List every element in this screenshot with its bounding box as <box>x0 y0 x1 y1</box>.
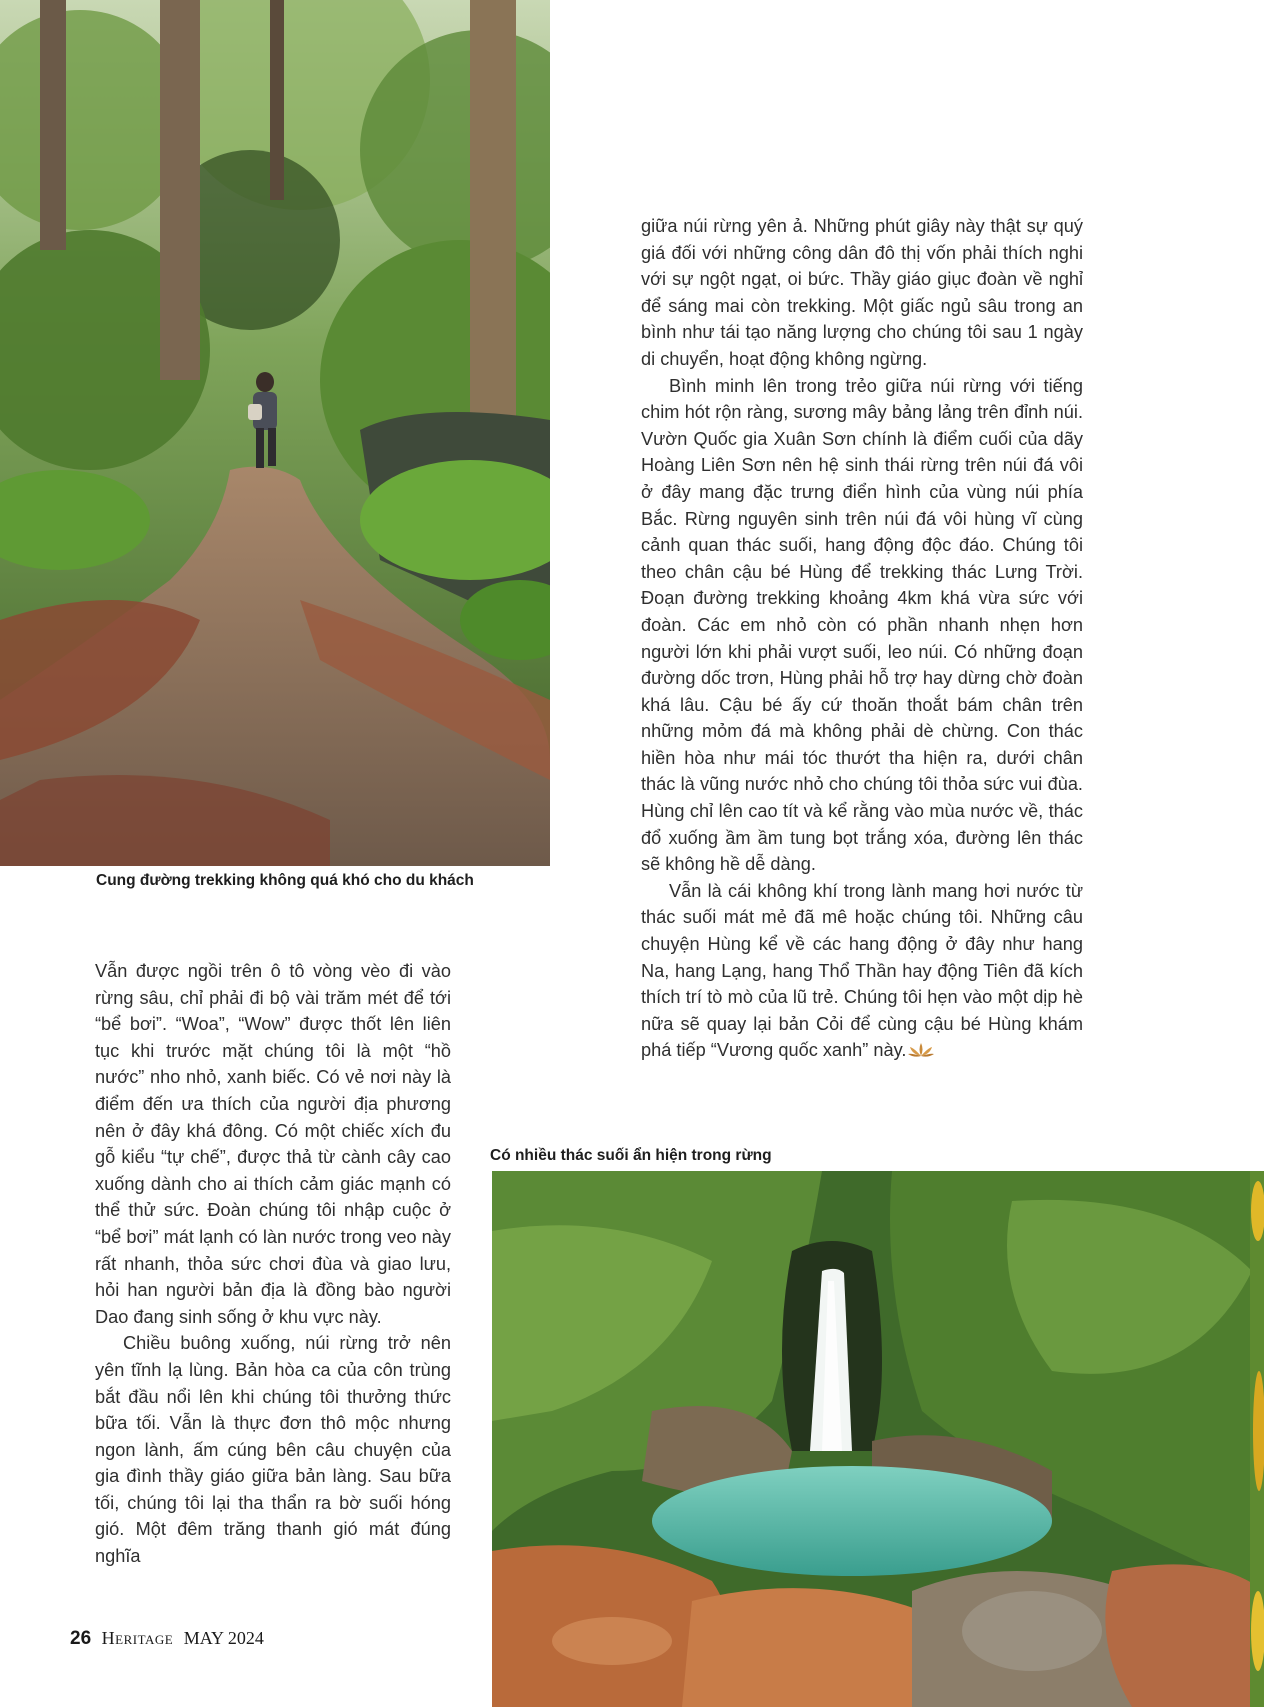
paragraph-final-text: Vẫn là cái không khí trong lành mang hơi nước từ thác suối mát mẻ đã mê hoặc chúng tôi. Những câu chuyện Hùng kể về các hang động ở đây như hang Na, hang Lạng, hang Thổ Thần hay động Tiên đã kích thích trí tò mò của lũ trẻ. Chúng tôi hẹn vào một dịp hè nữa sẽ quay lại bản Cỏi để cùng cậu bé Hùng khám phá tiếp “Vương quốc xanh” này. <box>641 880 1083 1061</box>
paragraph: Vẫn được ngồi trên ô tô vòng vèo đi vào rừng sâu, chỉ phải đi bộ vài trăm mét để tới “bể bơi”. “Woa”, “Wow” được thốt lên liên tục khi trước mặt chúng tôi là một “hồ nước” nho nhỏ, xanh biếc. Có vẻ nơi này là điểm đến ưa thích của người địa phương nên ở đây khá đông. Có một chiếc xích đu gỗ kiểu “tự chế”, được thả từ cành cây cao xuống dành cho ai thích cảm giác mạnh có thể thử sức. Đoàn chúng tôi nhập cuộc ở “bể bơi” mát lạnh có làn nước trong veo này rất nhanh, thỏa sức chơi đùa và giao lưu, hỏi han người bản địa là đồng bào người Dao đang sinh sống ở khu vực này. <box>95 961 451 1327</box>
article-left-column <box>95 958 451 1570</box>
flower-strip-image <box>1250 1171 1264 1707</box>
page-number: 26 <box>70 1628 92 1649</box>
paragraph: giữa núi rừng yên ả. Những phút giây này thật sự quý giá đối với những công dân đô thị vốn phải thích nghi với sự ngột ngạt, oi bức. Thầy giáo giục đoàn về nghỉ để sáng mai còn trekking. Một giấc ngủ sâu trong an bình như tái tạo năng lượng cho chúng tôi sau 1 ngày di chuyển, hoạt động không ngừng. <box>641 216 1083 369</box>
page-folio <box>70 1628 264 1650</box>
issue-date: MAY 2024 <box>183 1628 264 1648</box>
lotus-end-mark-icon <box>908 1042 934 1058</box>
trail-photo-caption: Cung đường trekking không quá khó cho du khách <box>96 872 474 889</box>
paragraph: Bình minh lên trong trẻo giữa núi rừng với tiếng chim hót rộn ràng, sương mây bảng lảng trên đỉnh núi. Vườn Quốc gia Xuân Sơn chính là điểm cuối của dãy Hoàng Liên Sơn nên hệ sinh thái rừng trên núi đá vôi ở đây mang đặc trưng điển hình của vùng núi phía Bắc. Rừng nguyên sinh trên núi đá vôi hùng vĩ cùng cảnh quan thác suối, hang động độc đáo. Chúng tôi theo chân cậu bé Hùng để trekking thác Lưng Trời. Đoạn đường trekking khoảng 4km khá vừa sức với đoàn. Các em nhỏ còn có phần nhanh nhẹn hơn người lớn khi phải vượt suối, leo núi. Có những đoạn đường dốc trơn, Hùng phải hỗ trợ hay dừng chờ đoàn khá lâu. Cậu bé ấy cứ thoăn thoắt bám chân trên những mỏm đá mà không phải dè chừng. Con thác hiền hòa như mái tóc thướt tha hiện ra, dưới chân thác là vũng nước nhỏ cho chúng tôi thỏa sức vui đùa. Hùng chỉ lên cao tít và kể rằng vào mùa nước về, thác đổ xuống ầm ầm tung bọt trắng xóa, đường lên thác sẽ không hề dễ dàng. <box>641 375 1083 875</box>
magazine-name: Heritage <box>101 1628 174 1648</box>
forest-trail-photo <box>0 0 550 866</box>
waterfall-photo <box>492 1171 1264 1707</box>
paragraph-final <box>641 878 1083 1064</box>
waterfall-photo-caption: Có nhiều thác suối ẩn hiện trong rừng <box>490 1147 772 1164</box>
article-right-column <box>641 213 1083 1064</box>
paragraph: Chiều buông xuống, núi rừng trở nên yên tĩnh lạ lùng. Bản hòa ca của côn trùng bắt đầu nổi lên khi chúng tôi thưởng thức bữa tối. Vẫn là thực đơn thô mộc nhưng ngon lành, ấm cúng bên câu chuyện của gia đình thầy giáo giữa bản làng. Sau bữa tối, chúng tôi lại tha thẩn ra bờ suối hóng gió. Một đêm trăng thanh gió mát đúng nghĩa <box>95 1333 451 1567</box>
